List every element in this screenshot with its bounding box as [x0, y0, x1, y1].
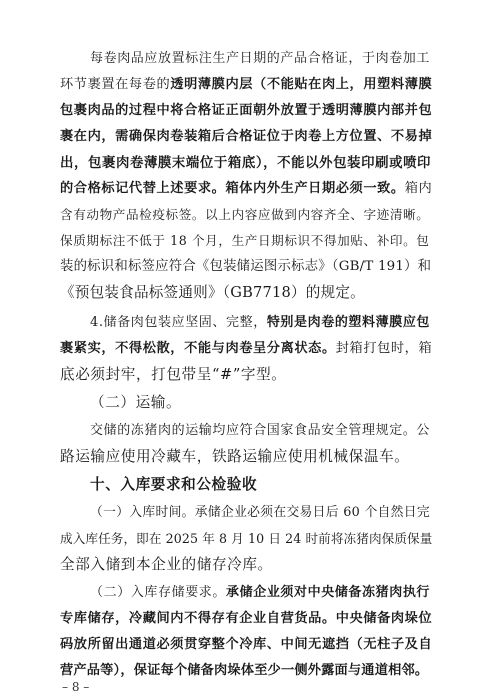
paragraph-line — [60, 204, 432, 226]
bold-text-run: 的合格标记代替上述要求。 — [60, 181, 226, 196]
text-run: 含有动物产品检疫标签。以上内容应做到内容齐全、字迹清晰。 — [60, 207, 430, 222]
paragraph-line — [90, 420, 432, 442]
page-number: – 8 – — [62, 680, 90, 694]
bold-text-run: 营产品等），保证每个储备肉垛体至少一侧外露面与通道相邻。 — [60, 663, 429, 678]
subsection-heading — [90, 392, 432, 414]
bold-text-run: 透明薄膜内层（不能贴在肉上，用塑料薄膜 — [170, 77, 433, 92]
paragraph-line — [90, 312, 432, 334]
bold-text-run: 包裹肉品的过程中将合格证正面朝外放置于透明薄膜内部并包 — [60, 103, 433, 118]
paragraph-line — [60, 364, 432, 386]
text-run: 十、入库要求和公检验收 — [90, 476, 258, 493]
bold-text-run: 出，包裹肉卷薄膜末端位于箱底）， — [60, 155, 278, 171]
text-run: 成入库任务，即在 2025 年 8 月 10 日 24 时前将冻猪肉保质保量 — [60, 531, 433, 546]
paragraph-line — [60, 446, 432, 468]
paragraph-line — [60, 634, 432, 656]
text-run: 每卷肉品应放置标注生产日期的产品合格证，于肉卷加工 — [90, 51, 431, 66]
text-run: （二）入库存储要求。 — [90, 585, 227, 600]
bold-text-run: 承储企业须对中央储备冻猪肉执行 — [226, 585, 431, 600]
bold-text-run: 箱体内外生产日期必须一致。 — [225, 181, 405, 196]
text-run: 全部入储到本企业的储存冷库。 — [60, 556, 273, 573]
paragraph-line — [60, 152, 432, 174]
text-run: （一）入库时间。承储企业必须在交易日后 60 个自然日完 — [90, 505, 430, 520]
text-run: 路运输应使用冷藏车，铁路运输应使用机械保温车。 — [60, 448, 410, 465]
bold-text-run: 特别是肉卷的塑料薄膜应包 — [266, 315, 431, 330]
paragraph-line — [60, 74, 432, 96]
text-run: 保质期标注不低于 18 个月，生产日期标识不得加贴、补印。包 — [60, 233, 430, 248]
bold-text-run: 裹在内，需确保肉卷装箱后合格证位于肉卷上方位置、不易掉 — [60, 129, 433, 144]
text-run: 底必须封牢，打包带呈“#”字型。 — [60, 366, 287, 383]
text-run: 4.储备肉包装应坚固、完整， — [90, 315, 267, 330]
paragraph-line — [60, 608, 432, 630]
paragraph-line — [60, 528, 432, 550]
paragraph-line — [60, 126, 432, 148]
section-heading — [90, 474, 432, 496]
paragraph-line — [60, 256, 432, 278]
paragraph-line — [60, 338, 432, 360]
bold-text-run: 码放所留出通道必须贯穿整个冷库、中间无遮挡（无柱子及自 — [60, 637, 433, 652]
bold-text-run: 裹紧实，不得松散，不能与肉卷呈分离状态。 — [60, 341, 336, 356]
text-run: 装的标识和标签应符合《包装储运图示标志》（GB/T 191）和 — [60, 259, 432, 274]
text-run: 环节裹置在每卷的 — [60, 77, 171, 92]
paragraph-line — [60, 178, 432, 200]
paragraph-line — [60, 100, 432, 122]
paragraph-line — [90, 48, 432, 70]
text-run: 箱内 — [404, 181, 433, 196]
text-run: 封箱打包时，箱 — [335, 341, 433, 356]
text-run: 交储的冻猪肉的运输均应符合国家食品安全管理规定。公 — [90, 423, 431, 438]
text-run: 《预包装食品标签通则》（GB7718）的规定。 — [60, 284, 365, 301]
paragraph-line — [60, 660, 432, 682]
paragraph-line — [60, 230, 432, 252]
paragraph-line — [90, 502, 432, 524]
bold-text-run: 不能以外包装印刷或喷印 — [277, 155, 432, 171]
paragraph-line — [60, 282, 432, 304]
bold-text-run: 专库储存，冷藏间内不得存有企业自营货品。中央储备肉垛位 — [60, 611, 433, 626]
paragraph-line — [60, 554, 432, 576]
text-run: （二）运输。 — [90, 394, 182, 411]
paragraph-line — [90, 582, 432, 604]
